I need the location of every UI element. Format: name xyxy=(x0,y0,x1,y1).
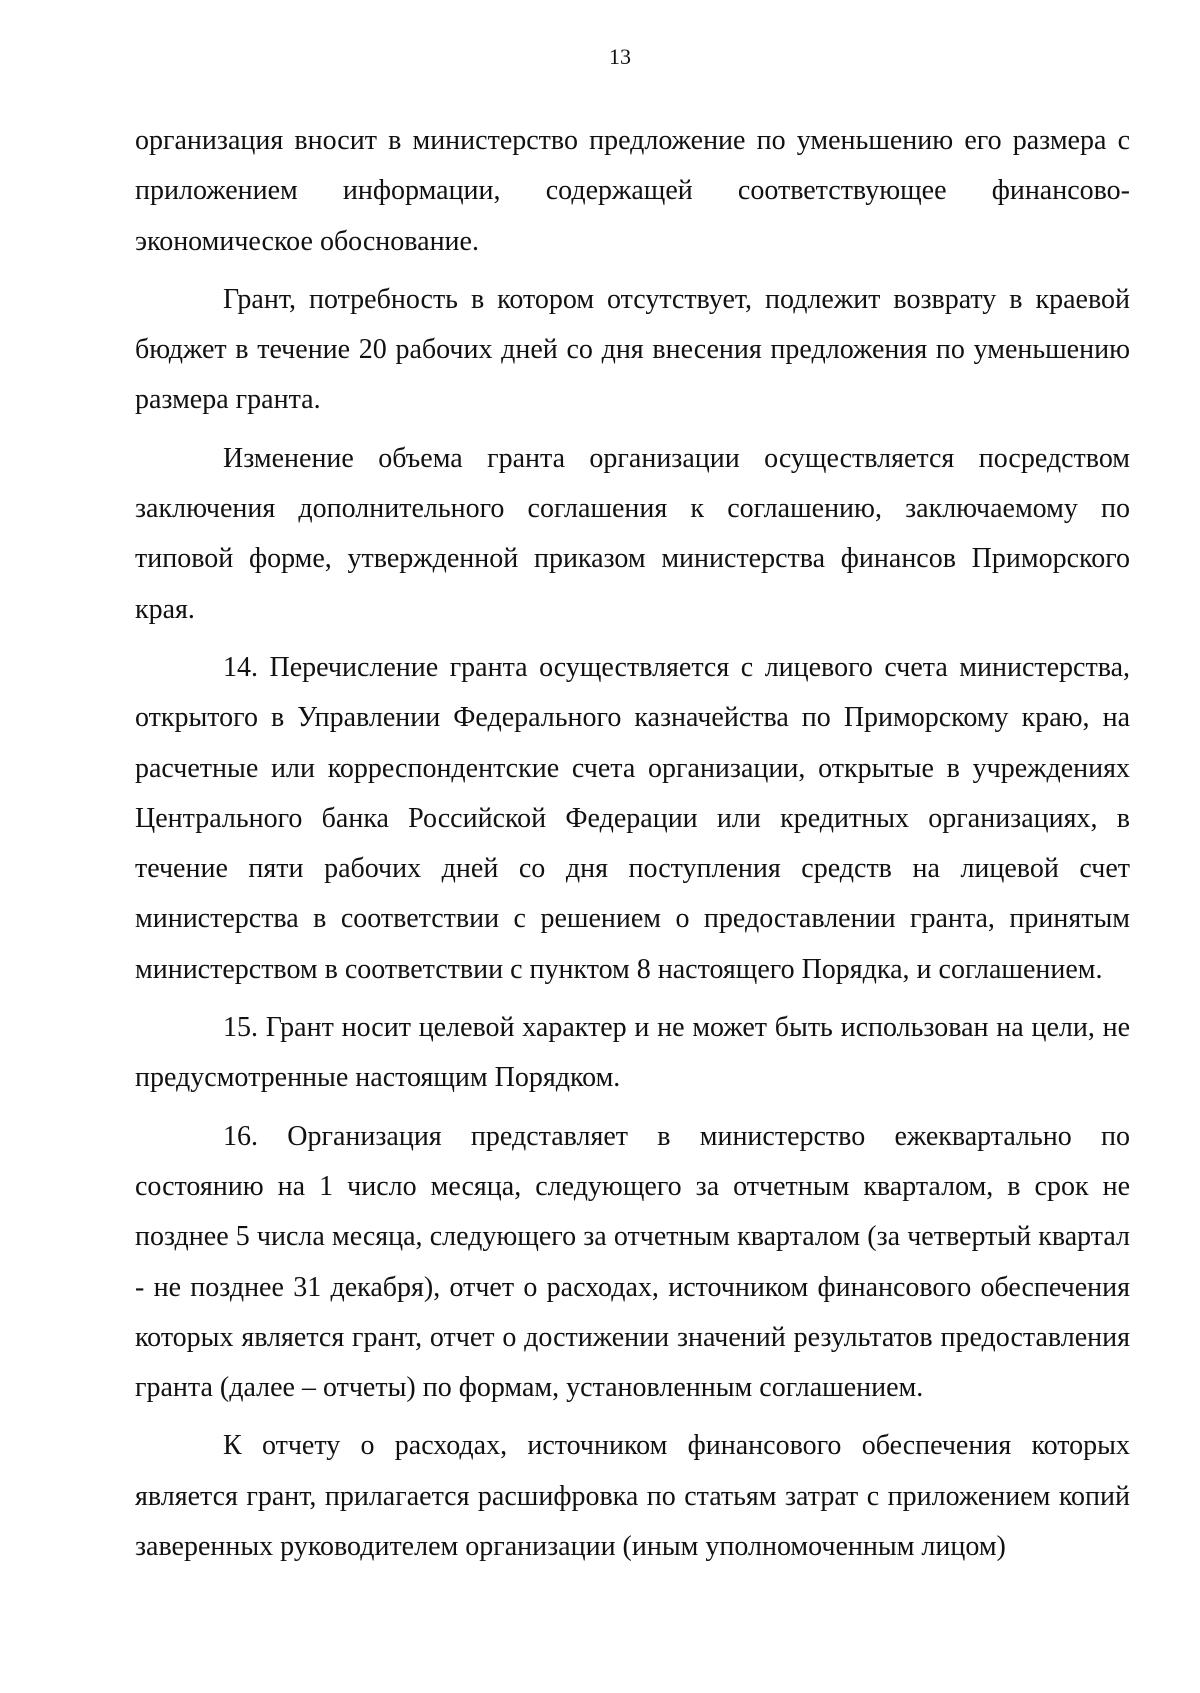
document-body xyxy=(135,116,1130,1572)
paragraph-expense-report: К отчету о расходах, источником финансового обеспечения которых является грант, прилагается расшифровка по статьям затрат с приложением копий заверенных руководителем организации (иным уполномоченным лицом) xyxy=(135,1430,1130,1563)
paragraph-item-16: 16. Организация представляет в министерство ежеквартально по состоянию на 1 число месяца, следующего за отчетным кварталом, в срок не позднее 5 числа месяца, следующего за отчетным кварталом (за четвертый квартал - не позднее 31 декабря), отчет о расходах, источником финансового обеспечения которых является грант, отчет о достижении значений результатов предоставления гранта (далее – отчеты) по формам, установленным соглашением. xyxy=(135,1120,1130,1404)
paragraph-continuation: организация вносит в министерство предложение по уменьшению его размера с приложением информации, содержащей соответствующее финансово-экономическое обоснование. xyxy=(135,125,1130,257)
paragraph-grant-volume-change: Изменение объема гранта организации осуществляется посредством заключения дополнительного соглашения к соглашению, заключаемому по типовой форме, утвержденной приказом министерства финансов Приморского края. xyxy=(135,442,1130,625)
page-number: 13 xyxy=(609,44,631,69)
paragraph-item-15: 15. Грант носит целевой характер и не может быть использован на цели, не предусмотренные настоящим Порядком. xyxy=(135,1012,1130,1094)
paragraph-grant-return: Грант, потребность в котором отсутствует, подлежит возврату в краевой бюджет в течение 20 рабочих дней со дня внесения предложения по уменьшению размера гранта. xyxy=(135,283,1130,416)
paragraph-item-14: 14. Перечисление гранта осуществляется с лицевого счета министерства, открытого в Управлении Федерального казначейства по Приморскому краю, на расчетные или корреспондентские счета организации, открытые в учреждениях Центрального банка Российской Федерации или кредитных организациях, в течение пяти рабочих дней со дня поступления средств на лицевой счет министерства в соответствии с решением о предоставлении гранта, принятым министерством в соответствии с пунктом 8 настоящего Порядка, и соглашением. xyxy=(135,651,1130,985)
